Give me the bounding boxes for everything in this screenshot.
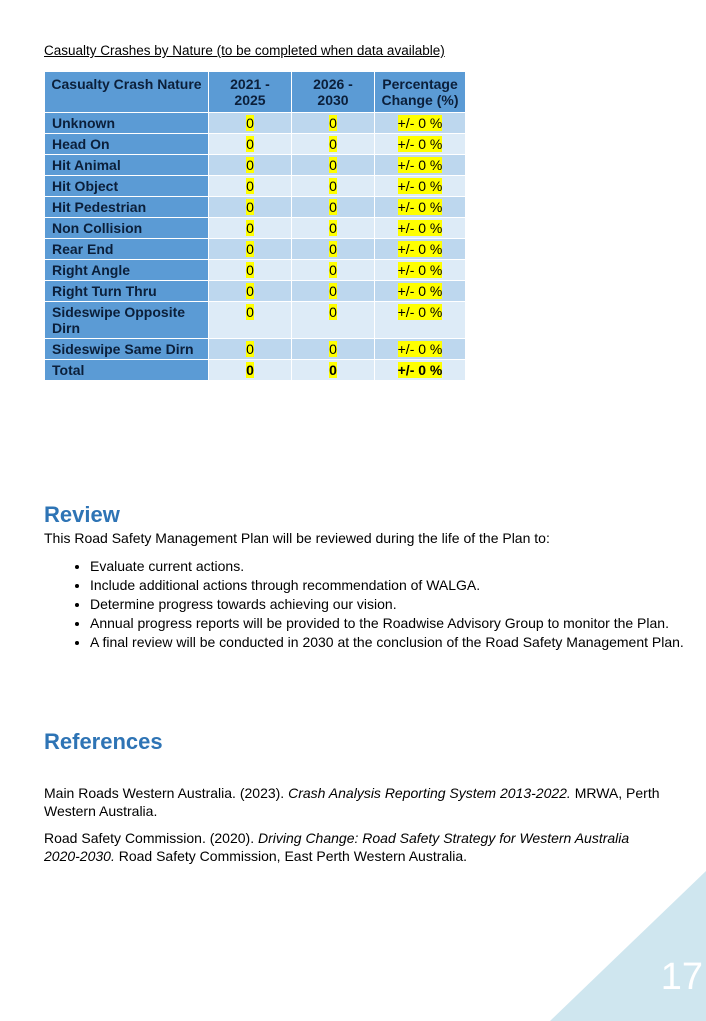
cell-value: 0 xyxy=(329,362,337,378)
cell-nature: Hit Pedestrian xyxy=(45,197,209,218)
cell-value: 0 xyxy=(246,220,254,236)
reference-title: Crash Analysis Reporting System 2013-2022. xyxy=(288,785,571,801)
table-row xyxy=(45,260,466,281)
cell-value: +/- 0 % xyxy=(397,136,443,152)
cell-period-2 xyxy=(292,302,375,339)
review-heading: Review xyxy=(44,502,120,527)
list-item: • Include additional actions through recommendation of WALGA. xyxy=(90,576,706,594)
table-row xyxy=(45,113,466,134)
cell-value: 0 xyxy=(329,241,337,257)
cell-period-2 xyxy=(292,176,375,197)
cell-nature: Sideswipe Opposite Dirn xyxy=(45,302,209,339)
cell-change xyxy=(375,260,466,281)
cell-period-1 xyxy=(209,176,292,197)
table-row xyxy=(45,339,466,360)
cell-period-1 xyxy=(209,197,292,218)
table-header-row xyxy=(45,72,466,113)
cell-value: +/- 0 % xyxy=(397,199,443,215)
cell-period-1 xyxy=(209,134,292,155)
cell-value: 0 xyxy=(329,199,337,215)
cell-value: 0 xyxy=(246,199,254,215)
cell-period-1 xyxy=(209,281,292,302)
cell-value: 0 xyxy=(246,136,254,152)
cell-value: +/- 0 % xyxy=(397,178,443,194)
cell-change xyxy=(375,155,466,176)
cell-period-1 xyxy=(209,360,292,381)
header-nature: Casualty Crash Nature xyxy=(45,72,209,113)
cell-change xyxy=(375,281,466,302)
table-row xyxy=(45,155,466,176)
reference-item-1 xyxy=(44,784,664,820)
reference-publisher: MRWA, Perth Western Australia. xyxy=(44,785,660,819)
cell-nature: Head On xyxy=(45,134,209,155)
cell-change xyxy=(375,360,466,381)
cell-period-2 xyxy=(292,239,375,260)
table-caption: Casualty Crashes by Nature (to be completed when data available) xyxy=(44,43,445,58)
references-heading: References xyxy=(44,729,163,754)
cell-nature: Right Angle xyxy=(45,260,209,281)
cell-value: +/- 0 % xyxy=(397,283,443,299)
table-row xyxy=(45,302,466,339)
cell-change xyxy=(375,302,466,339)
cell-value: 0 xyxy=(329,304,337,320)
cell-value: +/- 0 % xyxy=(397,362,443,378)
header-period-1: 2021 - 2025 xyxy=(209,72,292,113)
cell-nature: Unknown xyxy=(45,113,209,134)
cell-period-1 xyxy=(209,239,292,260)
cell-value: 0 xyxy=(246,341,254,357)
table-row xyxy=(45,176,466,197)
cell-period-2 xyxy=(292,197,375,218)
cell-value: +/- 0 % xyxy=(397,262,443,278)
cell-nature: Total xyxy=(45,360,209,381)
cell-value: +/- 0 % xyxy=(397,241,443,257)
cell-change xyxy=(375,339,466,360)
reference-item-2 xyxy=(44,829,664,865)
header-change: Percentage Change (%) xyxy=(375,72,466,113)
cell-nature: Sideswipe Same Dirn xyxy=(45,339,209,360)
reference-publisher: Road Safety Commission, East Perth Western Australia. xyxy=(114,848,468,864)
cell-nature: Rear End xyxy=(45,239,209,260)
cell-period-1 xyxy=(209,218,292,239)
table-row xyxy=(45,360,466,381)
casualty-crash-table xyxy=(44,71,466,381)
cell-nature: Hit Animal xyxy=(45,155,209,176)
cell-period-2 xyxy=(292,260,375,281)
cell-value: 0 xyxy=(329,157,337,173)
cell-period-1 xyxy=(209,302,292,339)
header-period-2: 2026 - 2030 xyxy=(292,72,375,113)
cell-change xyxy=(375,197,466,218)
cell-change xyxy=(375,176,466,197)
table-row xyxy=(45,281,466,302)
cell-period-2 xyxy=(292,339,375,360)
list-item: • Determine progress towards achieving our vision. xyxy=(90,595,706,613)
cell-period-2 xyxy=(292,155,375,176)
cell-value: 0 xyxy=(329,115,337,131)
review-intro: This Road Safety Management Plan will be reviewed during the life of the Plan to: xyxy=(44,530,550,546)
list-item: • Annual progress reports will be provided to the Roadwise Advisory Group to monitor the Plan. xyxy=(90,614,706,632)
cell-value: +/- 0 % xyxy=(397,157,443,173)
cell-value: 0 xyxy=(246,304,254,320)
cell-period-2 xyxy=(292,134,375,155)
page-number: 17 xyxy=(660,956,703,998)
list-item: • Evaluate current actions. xyxy=(90,557,706,575)
cell-value: 0 xyxy=(246,115,254,131)
cell-period-2 xyxy=(292,218,375,239)
cell-change xyxy=(375,113,466,134)
cell-value: 0 xyxy=(329,283,337,299)
cell-nature: Hit Object xyxy=(45,176,209,197)
cell-value: 0 xyxy=(246,178,254,194)
cell-change xyxy=(375,239,466,260)
cell-value: 0 xyxy=(329,262,337,278)
cell-value: 0 xyxy=(246,362,254,378)
reference-author: Main Roads Western Australia. (2023). xyxy=(44,785,289,801)
cell-value: 0 xyxy=(246,241,254,257)
table-row xyxy=(45,134,466,155)
table-row xyxy=(45,218,466,239)
table-row xyxy=(45,239,466,260)
cell-period-2 xyxy=(292,113,375,134)
cell-value: 0 xyxy=(329,220,337,236)
cell-period-1 xyxy=(209,339,292,360)
cell-value: +/- 0 % xyxy=(397,341,443,357)
cell-value: 0 xyxy=(246,283,254,299)
cell-period-1 xyxy=(209,113,292,134)
cell-period-1 xyxy=(209,155,292,176)
cell-change xyxy=(375,218,466,239)
table-row xyxy=(45,197,466,218)
cell-period-2 xyxy=(292,281,375,302)
reference-author: Road Safety Commission. (2020). xyxy=(44,830,258,846)
cell-value: 0 xyxy=(329,341,337,357)
review-list xyxy=(44,557,706,652)
cell-value: 0 xyxy=(329,178,337,194)
cell-value: +/- 0 % xyxy=(397,220,443,236)
cell-value: +/- 0 % xyxy=(397,115,443,131)
cell-period-1 xyxy=(209,260,292,281)
cell-value: 0 xyxy=(246,262,254,278)
list-item: • A final review will be conducted in 2030 at the conclusion of the Road Safety Management Plan. xyxy=(90,633,706,651)
cell-change xyxy=(375,134,466,155)
cell-nature: Right Turn Thru xyxy=(45,281,209,302)
cell-value: +/- 0 % xyxy=(397,304,443,320)
cell-period-2 xyxy=(292,360,375,381)
cell-nature: Non Collision xyxy=(45,218,209,239)
cell-value: 0 xyxy=(329,136,337,152)
reference-title: Driving Change: Road Safety Strategy for Western Australia 2020-2030. xyxy=(44,830,630,864)
cell-value: 0 xyxy=(246,157,254,173)
